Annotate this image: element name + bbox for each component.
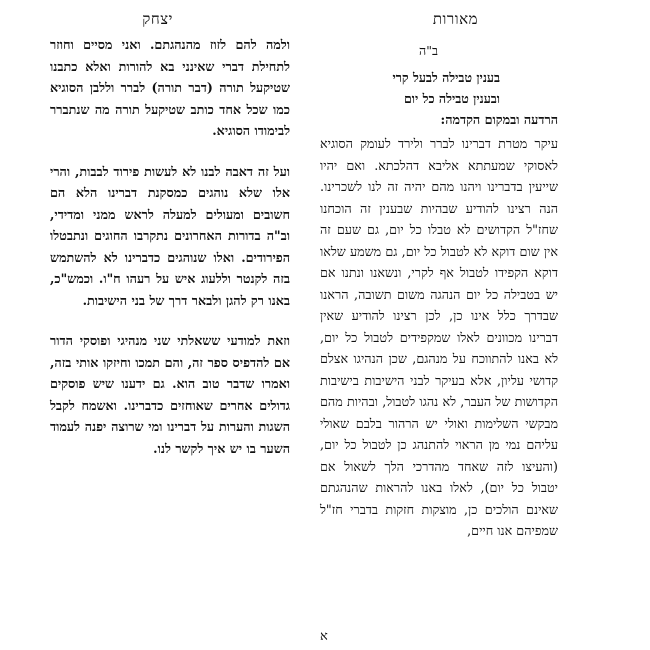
- bh-marker: ב"ה: [419, 43, 438, 58]
- section-header-line1: בענין טבילה לבעל קרי: [392, 70, 500, 85]
- page-number: א: [320, 629, 328, 644]
- right-column-body: [320, 133, 558, 542]
- running-head-right: מאורות: [432, 10, 478, 28]
- left-column: [50, 34, 290, 478]
- running-head-left: יצחק: [142, 10, 173, 28]
- left-paragraph-3: וזאת למודעי ששאלתי שני מנהיגי ופוסקי הדור אם להדפיס ספר זה, והם תמכו וחיזקו אותי בזה, ואמרו שדבר טוב הוא. גם ידענו שיש פוסקים גדולים אחרים שאוחזים כדברינו. ואשמח לקבל השגות והערות על דברינו ומי שרוצה יפנה לעמוד השער בו יש איך לקשר לנו.: [50, 333, 290, 456]
- right-column-paragraph: עיקר מטרת דברינו לברר ולירד לעומק הסוגיא לאסוקי שמעתתא אליבא דהלכתא. ואם יהיו שייעין בדברינו ויהנו מהם יהיה זה לנו לשכרינו. הנה רצינו להודיע שבהיות שבענין זה הוכחנו שחז"ל הקדושים לא טבלו כל יום, גם שעם זה אין שום דוקא לא לטבול כל יום, גם משמע שלאו דוקא הקפידו לטבול אף לקרי, ונשאנו ונתנו אם יש בטבילה כל יום הנהגה משום תשובה, הראנו שבדרך כלל אינו כן, לכן רצינו להודיע שאין דברינו מכוונים לאלו שמקפידים לטבול כל יום, לא באנו להתווכח על מנהגם, שכן הנהיגו אצלם קדושי עליון, אלא בעיקר לבני הישיבות בישיבות הקדושות של העבר, לא נהגו לטבול, ובהיות מהם מבקשי השלימות ואולי יש הרהור בלבם שאולי עליהם נמי מן הראוי להתנהג כן לטבול כל יום, (והעיצו לזה שאחד מהדרכי הלך לשאול אם יטבול כל יום), לאלו באנו להראות שהנהגתם שאינם הולכים כן, מוצקות חזקות בדברי חז"ל שמפיהם אנו חיים,: [320, 136, 558, 538]
- left-paragraph-1: ולמה להם לזוז מהנהגתם. ואני מסיים וחוזר לתחילת דברי שאינני בא להורות ואלא כתבנו שטיקעל תורה (דבר תורה) לברר וללבן הסוגיא כמו שכל אחד כותב שטיקעל תורה מה שנתברר לבימודו הסוגיא.: [50, 37, 290, 138]
- intro-heading: הרדעה ובמקום הקדמה:: [440, 112, 558, 127]
- left-paragraph-2: ועל זה דאבה לבנו לא לעשות פירוד לבבות, והרי אלו שלא נוהגים כמסקנת דברינו הלא הם חשובים ומעולים למעלה לראש ממני ומדידי, וב"ה בדורות האחרונים נתקרבו החוגים ונתבטלו הפירודים. ואלו שנוהגים כדברינו לא להשתמש בזה לקנטר וללעוג איש על רעהו ח"ו. וכמש"כ, באנו רק להגן ולבאר דרך של בני הישיבות.: [50, 163, 290, 308]
- section-header-line2: ובענין טבילה כל יום: [403, 91, 500, 106]
